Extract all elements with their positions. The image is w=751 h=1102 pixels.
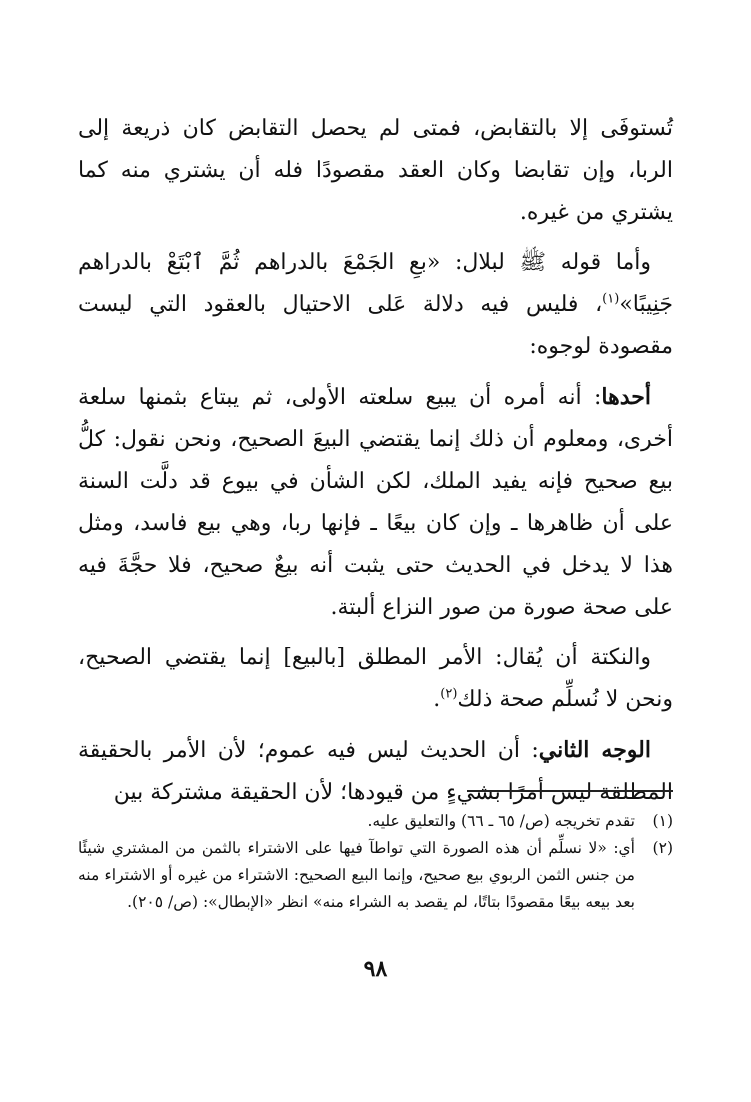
paragraph-5-text: : أن الحديث ليس فيه عموم؛ لأن الأمر بالحقيقة المطلقة ليس أمرًا بشيءٍ من قيودها؛ لأن الحقيقة مشتركة بين: [78, 738, 673, 805]
footnote-ref-2[interactable]: (٢): [440, 686, 458, 702]
footnote-1-text: تقدم تخريجه (ص/ ٦٥ ـ ٦٦) والتعليق عليه.: [367, 812, 635, 830]
paragraph-3: [78, 376, 673, 629]
footnote-2-number: (٢): [652, 839, 673, 857]
paragraph-3-text: : أنه أمره أن يبيع سلعته الأولى، ثم يبتاع بثمنها سلعة أخرى، ومعلوم أن ذلك إنما يقتضي البيعَ الصحيح، ونحن نقول: كلُّ بيع صحيح فإنه يفيد الملك، لكن الشأن في بيوع قد دلَّت السنة على أن ظاهرها ـ وإن كان بيعًا ـ فإنها ربا، وهي بيع فاسد، ومثل هذا لا يدخل في الحديث حتى يثبت أنه بيعٌ صحيح، فلا حجَّةَ فيه على صحة صورة من صور النزاع ألبتة.: [78, 385, 673, 620]
paragraph-2-rest: ، فليس فيه دلالة عَلى الاحتيال بالعقود التي ليست مقصودة لوجوه:: [78, 292, 673, 359]
paragraph-1-text: تُستوفَى إلا بالتقابض، فمتى لم يحصل التقابض كان ذريعة إلى الربا، وإن تقابضا وكان العقد مقصودًا فله أن يشتري منه كما يشتري من غيره.: [78, 116, 673, 225]
paragraph-4-text: والنكتة أن يُقال: الأمر المطلق [بالبيع] إنما يقتضي الصحيح، ونحن لا نُسلِّم صحة ذلك: [78, 645, 673, 712]
page-number: ٩٨: [363, 956, 388, 982]
footnote-2: [78, 835, 673, 916]
footnote-divider: [467, 790, 673, 792]
paragraph-3-lead: أحدها: [601, 384, 651, 410]
main-text: [78, 108, 673, 814]
footnote-1-number: (١): [652, 812, 673, 830]
paragraph-2: [78, 242, 673, 368]
book-page: [78, 108, 673, 1102]
paragraph-2-text: وأما قوله ﷺ لبلال: «بعِ الجَمْعَ بالدراهم ثُمَّ ٱبْتَعْ بالدراهم جَنِيبًا»: [78, 250, 673, 317]
paragraph-4: [78, 637, 673, 721]
paragraph-5-lead: الوجه الثاني: [538, 737, 651, 763]
paragraph-4-end: .: [433, 687, 441, 712]
paragraph-5: [78, 729, 673, 814]
paragraph-1: [78, 108, 673, 234]
footnote-1: [78, 808, 673, 835]
footnote-2-text: أي: «لا نسلِّم أن هذه الصورة التي تواطآ فيها على الاشتراء بالثمن من المشتري شيئًا من جنس الثمن الربوي بيع صحيح، وإنما البيع الصحيح: الاشتراء من غيره أو الاشتراء منه بعد بيعه بيعًا مقصودًا بتاتًا، لم يقصد به الشراء منه» انظر «الإبطال»: (ص/ ٢٠٥).: [78, 839, 635, 911]
footnote-ref-1[interactable]: (١): [602, 291, 620, 307]
footnotes: [78, 808, 673, 916]
